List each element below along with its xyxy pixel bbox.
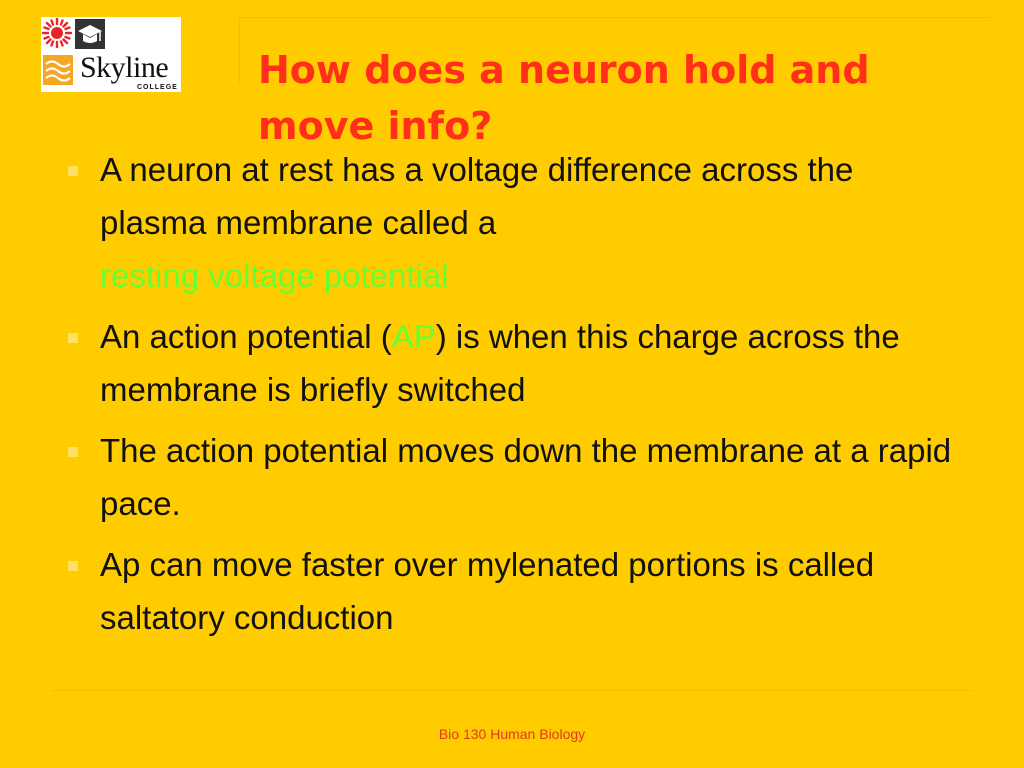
bullet-list [62, 143, 962, 652]
bullet-text-after: ) is when this charge across the membrane is briefly switched [100, 318, 900, 408]
bullet-item-resting-potential [62, 143, 962, 302]
slide-footer: Bio 130 Human Biology [438, 726, 586, 742]
logo-wordmark: Skyline [80, 51, 169, 84]
bullet-text-before: An action potential ( [100, 318, 392, 355]
logo-subtitle: COLLEGE [137, 84, 178, 91]
waves-icon [43, 55, 73, 85]
top-divider [239, 17, 990, 18]
square-bullet-icon [68, 561, 78, 571]
bullet-item-propagation [62, 424, 962, 530]
bullet-item-action-potential [62, 310, 962, 416]
bullet-text: The action potential moves down the membrane at a rapid pace. [100, 432, 952, 522]
bullet-text: Ap can move faster over mylenated portions is called saltatory conduction [100, 546, 875, 636]
square-bullet-icon [68, 447, 78, 457]
bullet-text: A neuron at rest has a voltage difference across the plasma membrane called a [100, 151, 854, 241]
skyline-college-logo [41, 17, 181, 92]
bullet-item-saltatory [62, 538, 962, 644]
square-bullet-icon [68, 333, 78, 343]
vertical-divider [239, 17, 240, 83]
highlight-term: AP [391, 318, 436, 355]
sun-icon [43, 19, 71, 47]
footer-divider [52, 690, 972, 691]
slide-title: How does a neuron hold and move info? [258, 48, 870, 148]
graduation-cap-icon [75, 19, 105, 49]
highlight-term: resting voltage potential [100, 257, 449, 294]
square-bullet-icon [68, 166, 78, 176]
